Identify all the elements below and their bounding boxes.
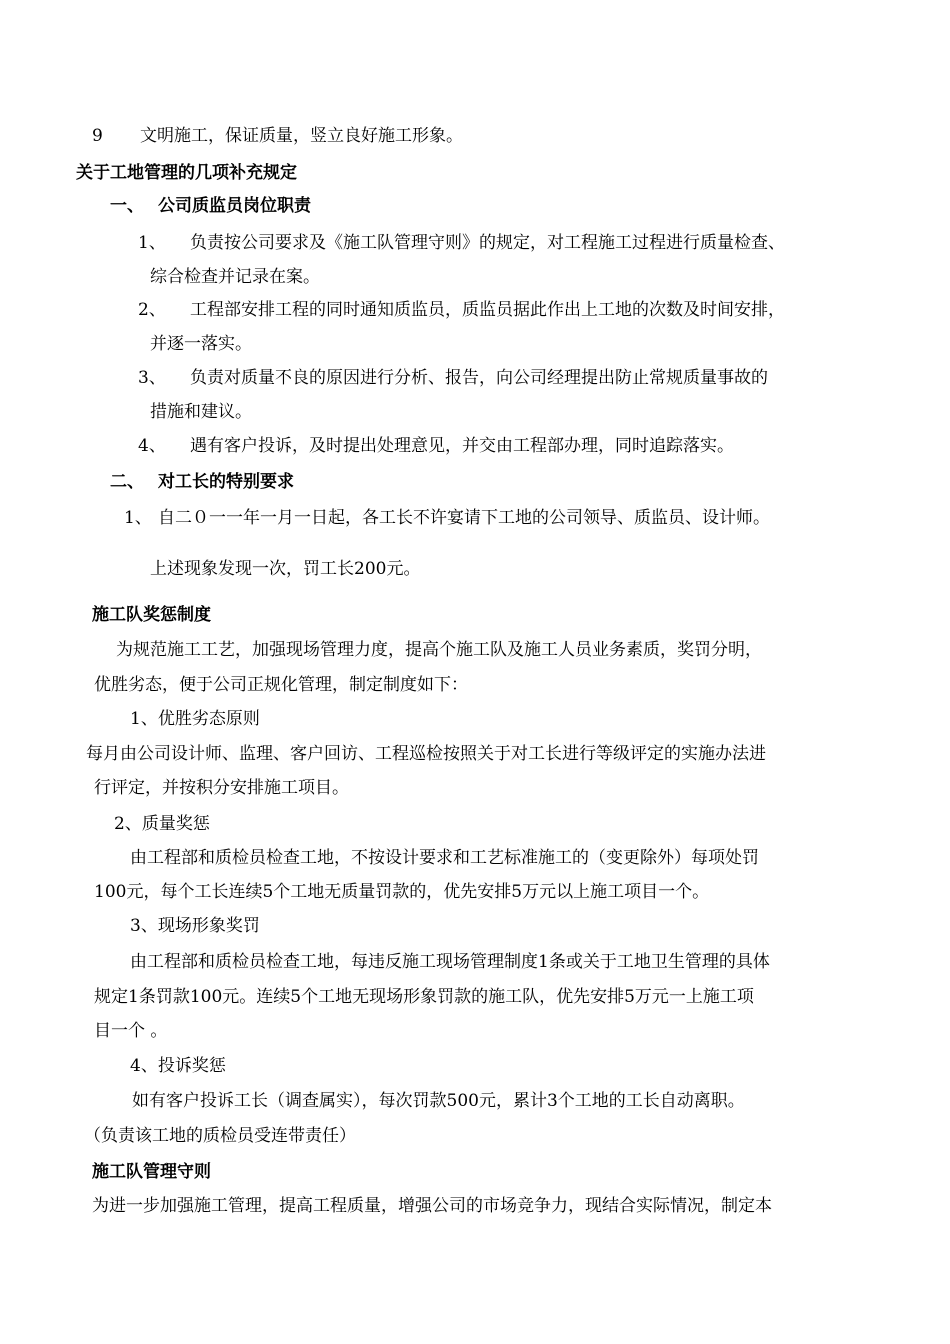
paragraph-line: 目一个 。 — [94, 1021, 168, 1041]
paragraph-line: 如有客户投诉工长（调查属实），每次罚款500元，累计3个工地的工长自动离职。 — [132, 1091, 745, 1111]
section1-number: 一、 — [110, 196, 144, 216]
item-number: 9 — [92, 126, 103, 146]
section2-heading: 对工长的特别要求 — [158, 472, 294, 492]
paragraph-line: 由工程部和质检员检查工地，每违反施工现场管理制度1条或关于工地卫生管理的具体 — [130, 952, 770, 972]
subheading: 4、投诉奖惩 — [130, 1056, 226, 1076]
list-item-number: 2、 — [138, 300, 166, 320]
list-item-text: 遇有客户投诉，及时提出处理意见，并交由工程部办理，同时追踪落实。 — [190, 436, 734, 456]
list-item-number: 4、 — [138, 436, 166, 456]
paragraph-line: 每月由公司设计师、监理、客户回访、工程巡检按照关于对工长进行等级评定的实施办法进 — [86, 744, 766, 764]
subheading: 1、优胜劣态原则 — [130, 709, 260, 729]
item-text: 文明施工，保证质量，竖立良好施工形象。 — [140, 126, 463, 146]
section2-number: 二、 — [110, 472, 144, 492]
paragraph-line: 为规范施工工艺，加强现场管理力度，提高个施工队及施工人员业务素质，奖罚分明， — [116, 640, 762, 660]
paragraph-line: 由工程部和质检员检查工地，不按设计要求和工艺标准施工的（变更除外）每项处罚 — [130, 848, 759, 868]
paragraph-line: 行评定，并按积分安排施工项目。 — [94, 778, 349, 798]
list-item-text: 工程部安排工程的同时通知质监员，质监员据此作出上工地的次数及时间安排， — [190, 300, 785, 320]
list-item-text: 并逐一落实。 — [150, 334, 252, 354]
paragraph-line: 优胜劣态，便于公司正规化管理，制定制度如下： — [94, 675, 468, 695]
section1-heading: 公司质监员岗位职责 — [158, 196, 311, 216]
list-item-number: 1、 — [124, 508, 152, 528]
subheading: 2、质量奖惩 — [114, 814, 210, 834]
paragraph-line: 为进一步加强施工管理，提高工程质量，增强公司的市场竞争力，现结合实际情况，制定本 — [92, 1196, 772, 1216]
list-item-text: 负责对质量不良的原因进行分析、报告，向公司经理提出防止常规质量事故的 — [190, 368, 768, 388]
list-item-number: 1、 — [138, 233, 166, 253]
subheading: 3、现场形象奖罚 — [130, 916, 260, 936]
penalty-text: 上述现象发现一次，罚工长200元。 — [150, 559, 421, 579]
supplement-title: 关于工地管理的几项补充规定 — [76, 163, 297, 183]
paragraph-line: 规定1条罚款100元。连续5个工地无现场形象罚款的施工队，优先安排5万元一上施工项 — [94, 987, 754, 1007]
list-item-text: 负责按公司要求及《施工队管理守则》的规定，对工程施工过程进行质量检查、 — [190, 233, 785, 253]
list-item-number: 3、 — [138, 368, 166, 388]
team-rules-title: 施工队管理守则 — [92, 1162, 211, 1182]
list-item-text: 自二０一一年一月一日起，各工长不许宴请下工地的公司领导、质监员、设计师。 — [158, 508, 770, 528]
paragraph-line: （负责该工地的质检员受连带责任） — [84, 1126, 356, 1146]
list-item-text: 措施和建议。 — [150, 402, 252, 422]
list-item-text: 综合检查并记录在案。 — [150, 267, 320, 287]
paragraph-line: 100元，每个工长连续5个工地无质量罚款的，优先安排5万元以上施工项目一个。 — [94, 882, 710, 902]
reward-system-title: 施工队奖惩制度 — [92, 605, 211, 625]
